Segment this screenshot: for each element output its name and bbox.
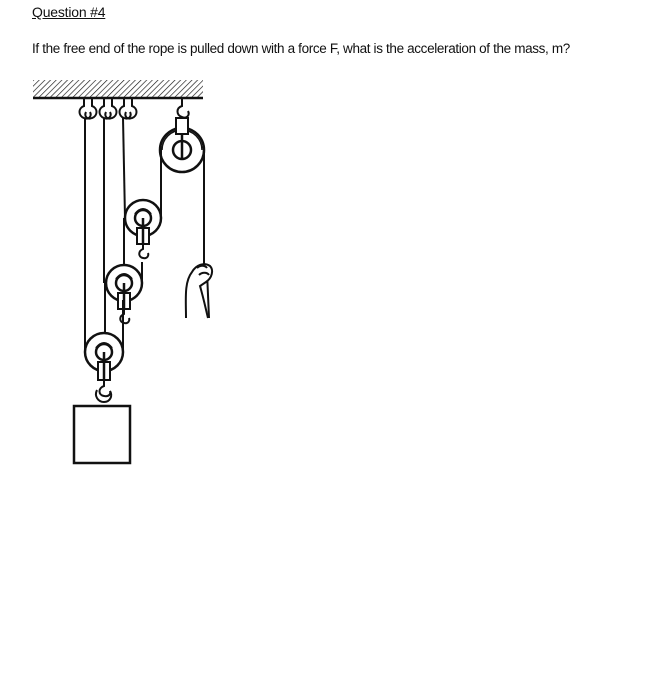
- mass-block: [74, 406, 130, 463]
- movable-pulley-3: [85, 333, 123, 402]
- fixed-pulley: [160, 118, 204, 172]
- question-title: Question #4: [32, 4, 106, 20]
- ceiling-support: [33, 80, 203, 98]
- movable-pulley-1: [125, 200, 161, 258]
- ceiling-hooks: [80, 98, 189, 119]
- question-text: If the free end of the rope is pulled down with a force F, what is the acceleration of the mass, m?: [32, 41, 570, 56]
